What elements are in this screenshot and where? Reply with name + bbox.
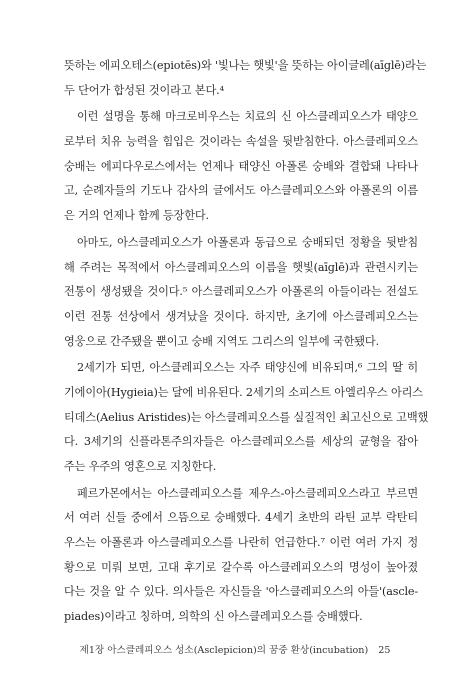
text-line: piades)이라고 칭하며, 의학의 신 아스클레피오스를 숭배했다. — [64, 610, 363, 624]
text-line: 다는 것을 알 수 있다. 의사들은 자신들을 '아스클레피오스의 아들'(ascle- — [64, 585, 418, 599]
text-line: 주는 우주의 영혼으로 지칭한다. — [64, 460, 217, 473]
paragraph — [64, 356, 429, 479]
text-line: 뜻하는 에피오테스(epiotēs)와 '빛나는 햇빛'을 뜻하는 아이글레(aīglē)라는 — [64, 59, 427, 72]
paragraph — [64, 482, 418, 630]
text-line: 우스는 아폴론과 아스클레피오스를 나란히 언급한다.⁷ 이런 여러 가지 정 — [64, 536, 418, 550]
paragraph — [64, 105, 418, 228]
paragraph — [64, 54, 427, 103]
text-line: 이런 전통 선상에서 생겨났을 것이다. 하지만, 초기에 아스클레피오스는 — [64, 309, 418, 323]
text-line: 아마도, 아스클레피오스가 아폴론과 동급으로 숭배되던 정황을 뒷받침 — [77, 235, 418, 249]
text-line: 두 단어가 합성된 것이라고 본다.⁴ — [64, 83, 224, 97]
text-line: 영웅으로 간주됐을 뿐이고 숭배 지역도 그리스의 일부에 국한됐다. — [64, 334, 379, 348]
text-line: 페르가몬에서는 아스클레피오스를 제우스-아스클레피오스라고 부르면 — [77, 486, 418, 500]
text-line: 서 여러 신들 중에서 으뜸으로 숭배했다. 4세기 초반의 라틴 교부 락탄티 — [64, 511, 418, 525]
text-line: 티데스(Aelius Aristides)는 아스클레피오스를 실질적인 최고신으로 고백했 — [64, 410, 429, 424]
text-line: 2세기가 되면, 아스클레피오스는 자주 태양신에 비유되며,⁶ 그의 딸 히 — [77, 361, 418, 375]
page-body — [64, 54, 429, 630]
page-number: 25 — [378, 645, 391, 656]
text-line: 전통이 생성됐을 것이다.⁵ 아스클레피오스가 아폴론의 아들이라는 전설도 — [64, 285, 418, 299]
text-line: 로부터 치유 능력을 힘입은 것이라는 속설을 뒷받침한다. 아스클레피오스 — [64, 135, 418, 149]
text-line: 다. 3세기의 신플라톤주의자들은 아스클레피오스를 세상의 균형을 잡아 — [64, 435, 418, 449]
footer-chapter-title: 제1장 아스클레피오스 성소(Asclepicion)의 꿈중 환상(incubation) — [79, 645, 369, 656]
text-line: 숭배는 에피다우로스에서는 언제나 태양신 아폴론 숭배와 결합돼 나타나 — [64, 159, 418, 173]
text-line: 은 거의 언제나 함께 등장한다. — [64, 209, 209, 223]
text-line: 해 주려는 목적에서 아스클레피오스의 이름을 햇빛(aīglē)과 관련시키는 — [64, 260, 418, 274]
running-footer — [0, 642, 470, 656]
text-line: 황으로 미뤄 보면, 고대 후기로 갈수록 아스클레피오스의 명성이 높아졌 — [64, 560, 418, 574]
text-line: 고, 순례자들의 기도나 감사의 글에서도 아스클레피오스와 아폴론의 이름 — [64, 184, 418, 198]
text-line: 이런 설명을 통해 마크로비우스는 치료의 신 아스클레피오스가 태양으 — [77, 110, 418, 124]
paragraph — [64, 231, 418, 354]
text-line: 기에이아(Hygieia)는 달에 비유된다. 2세기의 소피스트 아엘리우스 아리스 — [64, 385, 423, 399]
